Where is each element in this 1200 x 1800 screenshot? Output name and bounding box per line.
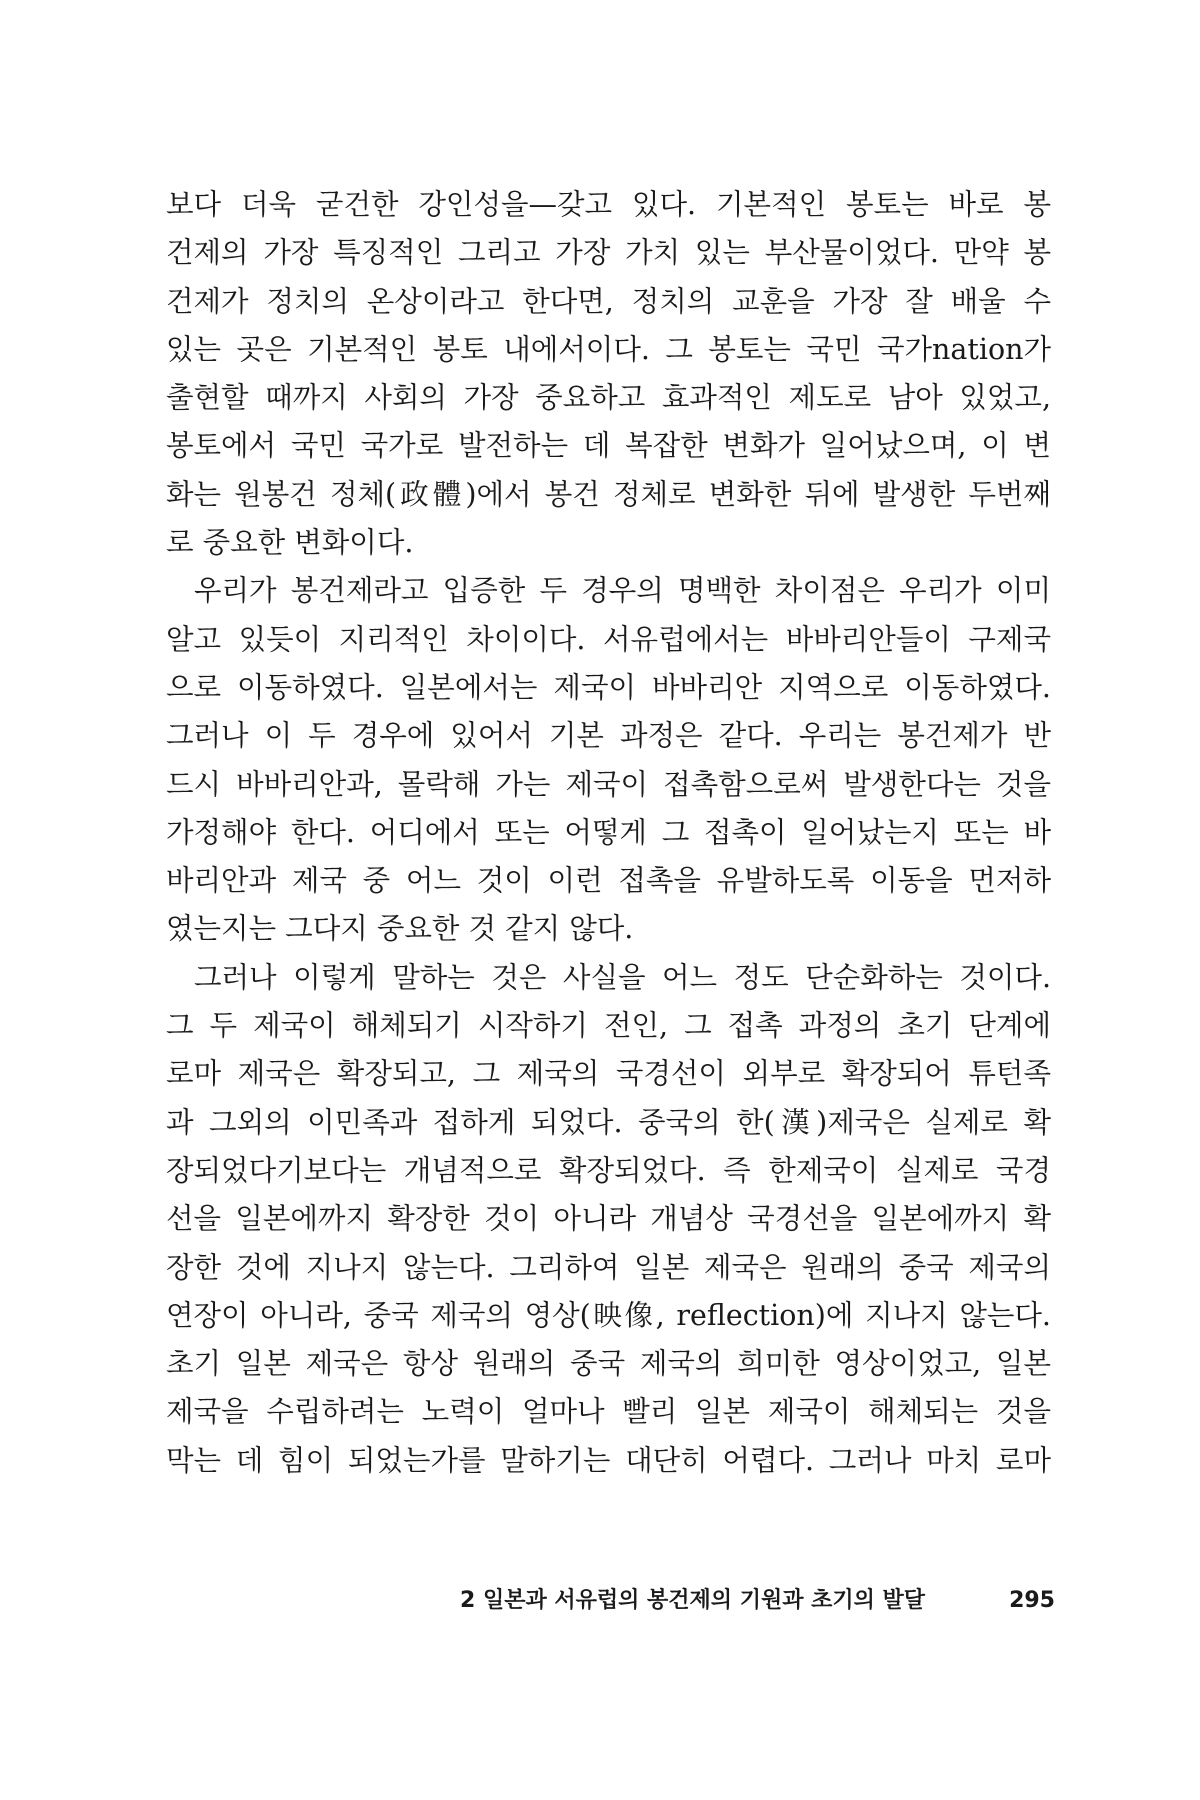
text-line: 제국을 수립하려는 노력이 얼마나 빨리 일본 제국이 해체되는 것을 bbox=[166, 1395, 1051, 1429]
body-text bbox=[166, 181, 1051, 1485]
page-number: 295 bbox=[1009, 1588, 1055, 1613]
text-line: 막는 데 힘이 되었는가를 말하기는 대단히 어렵다. 그러나 마치 로마 bbox=[166, 1443, 1051, 1477]
text-line: 출현할 때까지 사회의 가장 중요하고 효과적인 제도로 남아 있었고, bbox=[166, 381, 1051, 415]
running-title: 2 일본과 서유럽의 봉건제의 기원과 초기의 발달 bbox=[460, 1588, 926, 1613]
text-line: 가정해야 한다. 어디에서 또는 어떻게 그 접촉이 일어났는지 또는 바 bbox=[166, 815, 1051, 849]
text-line: 장한 것에 지나지 않는다. 그리하여 일본 제국은 원래의 중국 제국의 bbox=[166, 1250, 1051, 1284]
paragraph-first-line: 그러나 이렇게 말하는 것은 사실을 어느 정도 단순화하는 것이다. bbox=[194, 960, 1051, 994]
text-line: 선을 일본에까지 확장한 것이 아니라 개념상 국경선을 일본에까지 확 bbox=[166, 1202, 1051, 1236]
text-line: 알고 있듯이 지리적인 차이이다. 서유럽에서는 바바리안들이 구제국 bbox=[166, 622, 1051, 656]
text-line: 로 중요한 변화이다. bbox=[166, 526, 414, 560]
text-line: 그 두 제국이 해체되기 시작하기 전인, 그 접촉 과정의 초기 단계에 bbox=[166, 1009, 1051, 1043]
text-line: 보다 더욱 굳건한 강인성을—갖고 있다. 기본적인 봉토는 바로 봉 bbox=[166, 188, 1051, 221]
text-line: 과 그외의 이민족과 접하게 되었다. 중국의 한(漢)제국은 실제로 확 bbox=[166, 1105, 1051, 1139]
text-line: 로마 제국은 확장되고, 그 제국의 국경선이 외부로 확장되어 튜턴족 bbox=[166, 1057, 1051, 1091]
paragraph-first-line: 우리가 봉건제라고 입증한 두 경우의 명백한 차이점은 우리가 이미 bbox=[194, 574, 1051, 608]
text-line: 였는지는 그다지 중요한 것 같지 않다. bbox=[166, 912, 634, 946]
text-line: 있는 곳은 기본적인 봉토 내에서이다. 그 봉토는 국민 국가nation가 bbox=[166, 332, 1051, 366]
text-line: 건제가 정치의 온상이라고 한다면, 정치의 교훈을 가장 잘 배울 수 bbox=[166, 284, 1051, 318]
text-line: 봉토에서 국민 국가로 발전하는 데 복잡한 변화가 일어났으며, 이 변 bbox=[166, 429, 1051, 463]
text-line: 장되었다기보다는 개념적으로 확장되었다. 즉 한제국이 실제로 국경 bbox=[166, 1153, 1051, 1187]
text-line: 드시 바바리안과, 몰락해 가는 제국이 접촉함으로써 발생한다는 것을 bbox=[166, 767, 1051, 801]
text-line: 으로 이동하였다. 일본에서는 제국이 바바리안 지역으로 이동하였다. bbox=[166, 670, 1051, 704]
text-line: 건제의 가장 특징적인 그리고 가장 가치 있는 부산물이었다. 만약 봉 bbox=[166, 236, 1051, 270]
text-line: 연장이 아니라, 중국 제국의 영상(映像, reflection)에 지나지 않는다. bbox=[166, 1298, 1051, 1332]
text-line: 바리안과 제국 중 어느 것이 이런 접촉을 유발하도록 이동을 먼저하 bbox=[166, 864, 1051, 898]
page-footer bbox=[460, 1583, 1055, 1619]
text-line: 화는 원봉건 정체(政體)에서 봉건 정체로 변화한 뒤에 발생한 두번째 bbox=[166, 477, 1051, 511]
text-line: 그러나 이 두 경우에 있어서 기본 과정은 같다. 우리는 봉건제가 반 bbox=[166, 719, 1051, 753]
text-line: 초기 일본 제국은 항상 원래의 중국 제국의 희미한 영상이었고, 일본 bbox=[166, 1347, 1051, 1381]
